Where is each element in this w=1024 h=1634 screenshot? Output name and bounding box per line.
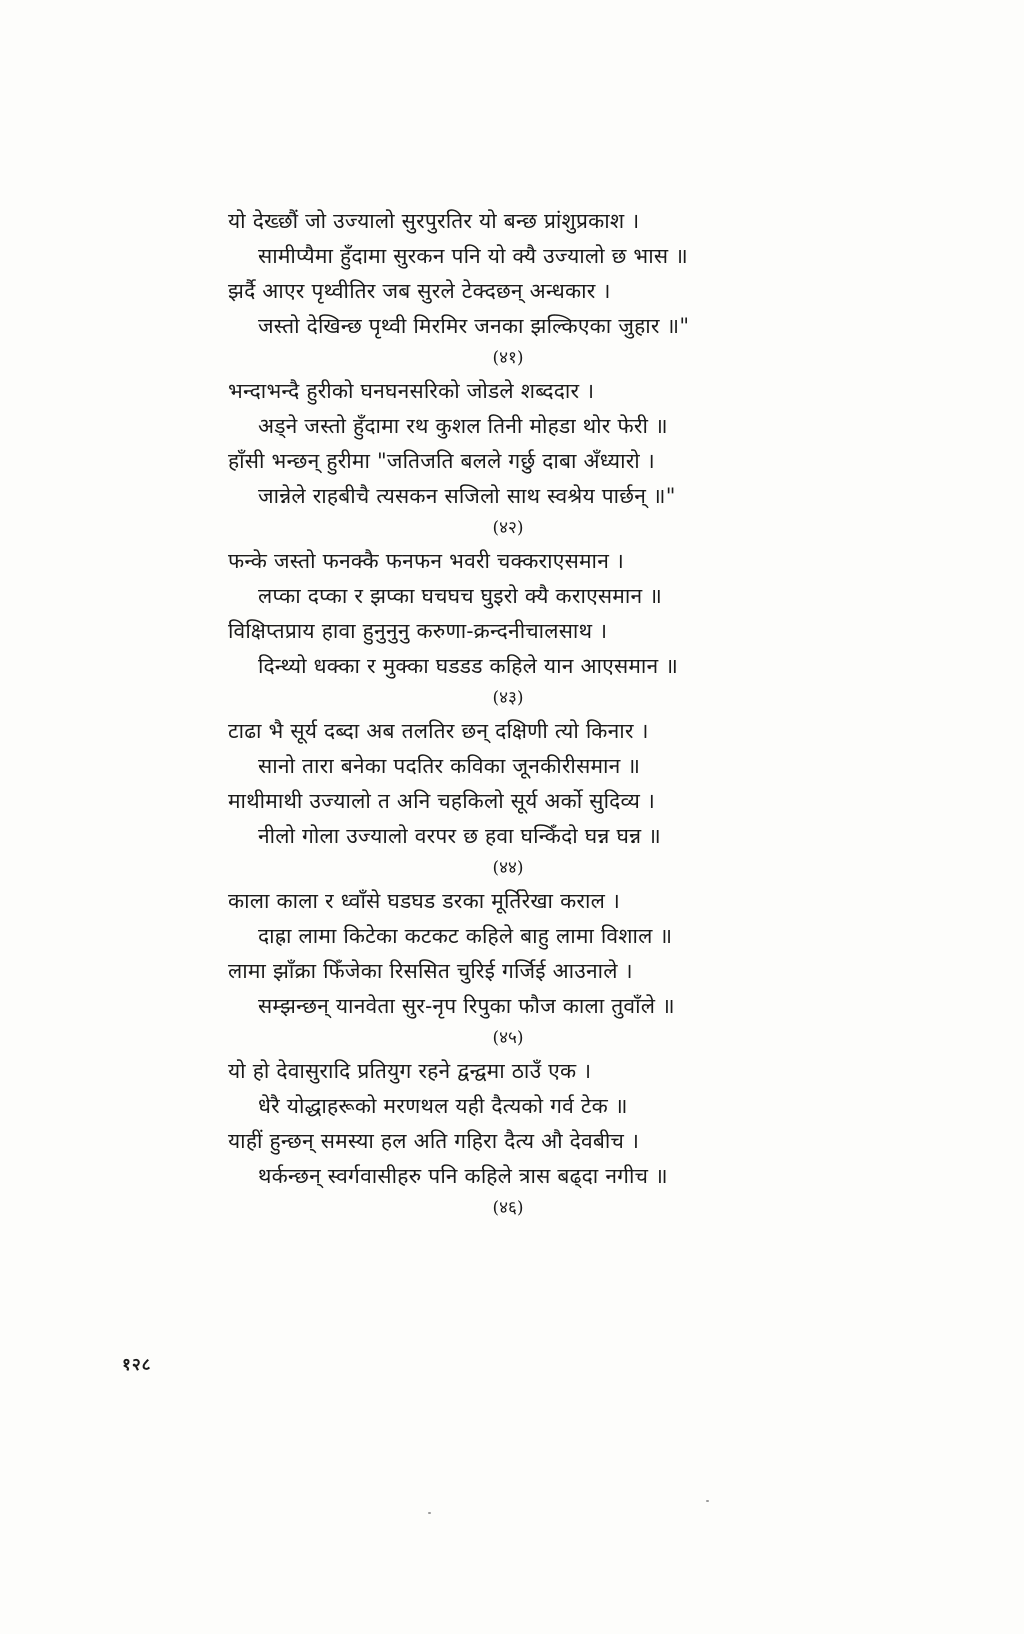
verse-line: यो देख्छौं जो उज्यालो सुरपुरतिर यो बन्छ प्रांशुप्रकाश । xyxy=(228,209,640,233)
verse-number: (४३) xyxy=(492,688,524,708)
poem-body xyxy=(228,204,848,1224)
verse-number: (४४) xyxy=(492,858,524,878)
verse-line: काला काला र ध्वाँसे घडघड डरका मूर्तिरेखा कराल । xyxy=(228,889,621,913)
verse-line: दाह्रा लामा किटेका कटकट कहिले बाहु लामा विशाल ॥ xyxy=(258,924,673,948)
verse-number: (४२) xyxy=(492,518,524,538)
verse-line: हाँसी भन्छन् हुरीमा "जतिजति बलले गर्छु दाबा अँध्यारो । xyxy=(228,449,655,473)
verse-line: सम्झन्छन् यानवेता सुर-नृप रिपुका फौज काला तुवाँले ॥ xyxy=(258,994,675,1018)
verse-line: जस्तो देखिन्छ पृथ्वी मिरमिर जनका झल्किएका जुहार ॥" xyxy=(258,314,690,338)
verse-line: दिन्थ्यो धक्का र मुक्का घडडड कहिले यान आएसमान ॥ xyxy=(258,654,679,678)
page-number: १२८ xyxy=(122,1355,152,1375)
verse-line: धेरै योद्धाहरूको मरणथल यही दैत्यको गर्व टेक ॥ xyxy=(258,1094,628,1118)
verse-line: सामीप्यैमा हुँदामा सुरकन पनि यो क्यै उज्यालो छ भास ॥ xyxy=(258,244,688,268)
stanza-43 xyxy=(228,544,848,710)
stanza-46 xyxy=(228,1054,848,1220)
scan-speck xyxy=(428,1512,431,1514)
stanza-44 xyxy=(228,714,848,880)
stanza-41 xyxy=(228,204,848,370)
verse-line: फन्के जस्तो फनक्कै फनफन भवरी चक्कराएसमान । xyxy=(228,549,625,573)
verse-number: (४५) xyxy=(492,1028,524,1048)
verse-line: माथीमाथी उज्यालो त अनि चहकिलो सूर्य अर्को सुदिव्य । xyxy=(228,789,656,813)
verse-number: (४६) xyxy=(492,1198,524,1218)
verse-line: अड्ने जस्तो हुँदामा रथ कुशल तिनी मोहडा थोर फेरी ॥ xyxy=(258,414,668,438)
verse-line: झर्दै आएर पृथ्वीतिर जब सुरले टेक्दछन् अन्धकार । xyxy=(228,279,611,303)
verse-number: (४१) xyxy=(492,348,524,368)
verse-line: लामा झाँक्रा फिँजेका रिससित चुरिई गर्जिई आउनाले । xyxy=(228,959,633,983)
verse-line: भन्दाभन्दै हुरीको घनघनसरिको जोडले शब्ददार । xyxy=(228,379,595,403)
verse-line: याहीं हुन्छन् समस्या हल अति गहिरा दैत्य औ देवबीच । xyxy=(228,1129,640,1153)
verse-line: लप्का दप्का र झप्का घचघच घुइरो क्यै कराएसमान ॥ xyxy=(258,584,663,608)
verse-line: जान्नेले राहबीचै त्यसकन सजिलो साथ स्वश्रेय पार्छन् ॥" xyxy=(258,484,676,508)
verse-line: नीलो गोला उज्यालो वरपर छ हवा घन्किँदो घन्न घन्न ॥ xyxy=(258,824,661,848)
verse-line: विक्षिप्तप्राय हावा हुनुनुनु करुणा-क्रन्दनीचालसाथ । xyxy=(228,619,608,643)
stanza-42 xyxy=(228,374,848,540)
scan-speck xyxy=(706,1500,709,1502)
verse-line: यो हो देवासुरादि प्रतियुग रहने द्वन्द्वमा ठाउँ एक । xyxy=(228,1059,592,1083)
verse-line: टाढा भै सूर्य दब्दा अब तलतिर छन् दक्षिणी त्यो किनार । xyxy=(228,719,649,743)
stanza-45 xyxy=(228,884,848,1050)
verse-line: सानो तारा बनेका पदतिर कविका जूनकीरीसमान ॥ xyxy=(258,754,641,778)
verse-line: थर्कन्छन् स्वर्गवासीहरु पनि कहिले त्रास बढ्दा नगीच ॥ xyxy=(258,1164,668,1188)
